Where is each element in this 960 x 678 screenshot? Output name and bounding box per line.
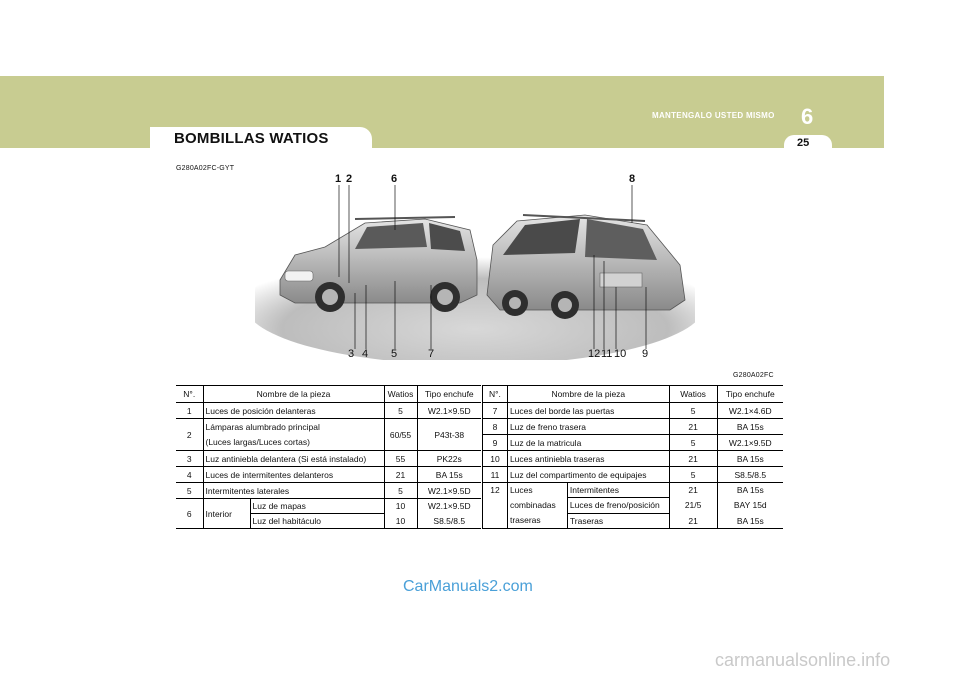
row-group — [507, 483, 567, 529]
bulb-table-right — [482, 385, 783, 529]
callout-12: 12 — [588, 348, 601, 360]
row-sub-name: Traseras — [567, 513, 669, 528]
row-name-line2: (Luces largas/Luces cortas) — [205, 436, 310, 447]
row-watts: 60/55 — [384, 419, 417, 451]
table-row — [176, 451, 481, 467]
callout-2: 2 — [346, 173, 353, 185]
callout-8: 8 — [629, 173, 636, 185]
bulb-table-left — [176, 385, 481, 529]
row-type: BA 15s — [717, 419, 783, 435]
row-sub-name: Intermitentes — [567, 483, 669, 498]
header-banner-gap — [884, 76, 960, 148]
row-watts: 10 — [384, 499, 417, 514]
row-type: W2.1×9.5D — [417, 499, 481, 514]
row-group-line3: traseras — [509, 515, 541, 525]
row-number: 8 — [483, 419, 508, 435]
row-watts: 10 — [384, 514, 417, 529]
row-type: BA 15s — [717, 513, 783, 528]
row-name — [203, 419, 384, 451]
table-row — [483, 435, 784, 451]
page-number: 25 — [797, 137, 810, 149]
figure-code-bottom: G280A02FC — [733, 372, 774, 379]
row-watts: 21 — [669, 451, 717, 467]
row-name: Intermitentes laterales — [203, 483, 384, 499]
row-number: 4 — [176, 467, 203, 483]
col-header-watts: Watios — [669, 386, 717, 403]
row-name: Luces antiniebla traseras — [507, 451, 669, 467]
row-type: W2.1×9.5D — [417, 403, 481, 419]
row-name: Luces del borde las puertas — [507, 403, 669, 419]
row-watts: 21 — [669, 513, 717, 528]
row-watts: 5 — [669, 435, 717, 451]
row-type: PK22s — [417, 451, 481, 467]
row-sub-name: Luz de mapas — [250, 499, 384, 514]
callout-7: 7 — [428, 348, 435, 360]
col-header-name: Nombre de la pieza — [203, 386, 384, 403]
row-type: BA 15s — [717, 483, 783, 498]
table-row — [176, 499, 481, 514]
figure-code-top: G280A02FC-GYT — [176, 165, 235, 172]
row-number: 2 — [176, 419, 203, 451]
front-car — [280, 217, 477, 312]
row-watts: 21 — [384, 467, 417, 483]
callout-10: 10 — [614, 348, 627, 360]
row-type: W2.1×9.5D — [717, 435, 783, 451]
table-row — [483, 483, 784, 498]
row-name-line1: Lámparas alumbrado principal — [205, 421, 320, 432]
row-number: 3 — [176, 451, 203, 467]
col-header-type: Tipo enchufe — [417, 386, 481, 403]
row-number: 5 — [176, 483, 203, 499]
row-watts: 21/5 — [669, 498, 717, 513]
callout-4: 4 — [362, 348, 369, 360]
row-number: 9 — [483, 435, 508, 451]
row-name: Luces de intermitentes delanteros — [203, 467, 384, 483]
row-type: BA 15s — [717, 451, 783, 467]
row-type: P43t-38 — [417, 419, 481, 451]
row-type: S8.5/8.5 — [417, 514, 481, 529]
row-type: S8.5/8.5 — [717, 467, 783, 483]
table-row — [176, 419, 481, 451]
row-name: Luz del compartimento de equipajes — [507, 467, 669, 483]
col-header-number: N°. — [183, 389, 196, 399]
row-group: Interior — [203, 499, 250, 529]
table-row — [483, 419, 784, 435]
row-name: Luces de posición delanteras — [203, 403, 384, 419]
callout-3: 3 — [348, 348, 355, 360]
row-name: Luz de la matricula — [507, 435, 669, 451]
row-sub-name: Luz del habitáculo — [250, 514, 384, 529]
row-number: 11 — [483, 467, 508, 483]
table-row — [176, 467, 481, 483]
callout-5: 5 — [391, 348, 398, 360]
callout-9: 9 — [642, 348, 649, 360]
row-number: 7 — [483, 403, 508, 419]
row-watts: 5 — [384, 403, 417, 419]
row-type: W2.1×9.5D — [417, 483, 481, 499]
row-number: 10 — [483, 451, 508, 467]
chapter-number: 6 — [801, 104, 814, 129]
callout-6: 6 — [391, 173, 398, 185]
section-title-tab — [150, 127, 372, 152]
table-row — [176, 483, 481, 499]
row-type: BAY 15d — [717, 498, 783, 513]
car-illustration — [255, 185, 695, 360]
callout-11: 11 — [601, 348, 613, 360]
row-group-line2: combinadas — [509, 500, 556, 510]
row-type: BA 15s — [417, 467, 481, 483]
col-header-type: Tipo enchufe — [717, 386, 783, 403]
watermark-carmanualsonline: carmanualsonline.info — [715, 650, 891, 670]
section-title: BOMBILLAS WATIOS — [174, 130, 329, 147]
row-name: Luz antiniebla delantera (Si está instalado) — [203, 451, 384, 467]
col-header-watts: Watios — [384, 386, 417, 403]
table-row — [483, 451, 784, 467]
row-number: 1 — [176, 403, 203, 419]
table-header-row — [176, 386, 481, 403]
row-watts: 55 — [384, 451, 417, 467]
row-watts: 21 — [669, 483, 717, 498]
callout-1: 1 — [335, 173, 342, 185]
row-type: W2.1×4.6D — [717, 403, 783, 419]
row-name: Luz de freno trasera — [507, 419, 669, 435]
row-watts: 5 — [384, 483, 417, 499]
row-number: 6 — [176, 499, 203, 529]
table-row — [483, 403, 784, 419]
table-header-row — [483, 386, 784, 403]
col-header-number: N°. — [483, 386, 508, 403]
watermark-carmanuals2: CarManuals2.com — [403, 578, 533, 595]
chapter-label: MANTENGALO USTED MISMO — [652, 111, 775, 120]
row-watts: 21 — [669, 419, 717, 435]
row-sub-name: Luces de freno/posición — [567, 498, 669, 513]
row-number: 12 — [483, 483, 508, 529]
row-watts: 5 — [669, 467, 717, 483]
table-row — [483, 467, 784, 483]
row-group-line1: Luces — [509, 485, 533, 495]
rear-car — [487, 215, 685, 319]
row-watts: 5 — [669, 403, 717, 419]
table-row — [176, 403, 481, 419]
col-header-name: Nombre de la pieza — [507, 386, 669, 403]
